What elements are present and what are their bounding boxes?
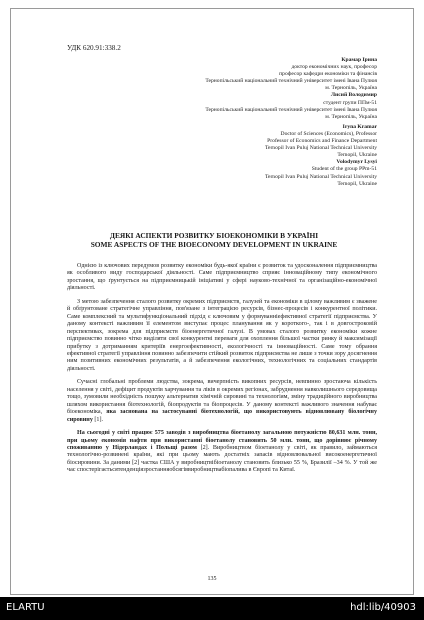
bold-text: На сьогодні у світі працює 575 заводів з виробництва біоетанолу загальною потужністю 80,631 млн. тонн, при цьому економія нафти при використанні біоетанолу становить 50 млн. тонн, що дорівнює річному споживанню у Нідерландах і Польщі разом bbox=[67, 430, 377, 451]
udc-code: УДК 620.91:338.2 bbox=[67, 44, 121, 52]
bold-text: яка заснована на застосуванні біотехнологій, що використовують відновлювану біологічну сировину bbox=[67, 409, 377, 423]
footer-repository-name: ELARTU bbox=[6, 602, 45, 613]
author-line: Ternopil Ivan Puluj National Technical University bbox=[264, 173, 377, 180]
paragraph: З метою забезпечення сталого розвитку окремих підприємств, галузей та економіки в цілому важливим є зважене й обґрунтоване стратегічне управління, пов'язане з інтеграцією ресурсів, бізнес-процесів і конкурентної політики. Саме комплексний та мультифункціональний підхід є ключовим у формуванніефективної стратегії підприємства. У даному контексті важливим її елементом виступає процес планування як у короткого-, так і в довгостроковій перспективах, зокрема для підприємств біоенергетичної галузі. В умовах сталого розвитку економіки кожне підприємство повинно чітко виділяти свої конкурентні переваги для охоплення більшої частки ринку й максимізації прибутку з дотриманням критеріїв енергоефективності, екологічності та інноваційності. Саме тому обрання ефективної стратегії управління повинно забезпечити стійкий розвиток підприємства не лише з точки зору досягнення ним позитивних економічних результатів, а й забезпечення екологічних, технологічних та соціальних стандартів діяльності. bbox=[67, 298, 377, 372]
paragraph bbox=[67, 379, 377, 424]
author-line: Ternopil, Ukraine bbox=[337, 180, 377, 187]
paragraph-text: [2]. Виробництвом біоетанолу у світі, як правило, займаються технологічно-розвинені країни, які при цьому мають достатніх запасів відновлювальної високоенергетичної біосировини. За даними [2] частка США у виробництвібіоетанолу становить близько 55 %, Бразилії –34 %. У той же час спостерігаєтьсятенденціязростанняобсягіввиробництвабіопалива в Європі та Китаї. bbox=[67, 444, 377, 474]
author-name: Volodymyr Lysyi bbox=[336, 159, 377, 166]
author-name: Iryna Kramar bbox=[342, 123, 377, 130]
author-line: Ternopil Ivan Puluj National Technical University bbox=[264, 145, 377, 152]
author-line: Professor of Economics and Finance Department bbox=[267, 138, 377, 145]
author-line: професор кафедри економіки та фінансів bbox=[279, 71, 377, 78]
author-line: Student of the group PPm-51 bbox=[311, 166, 377, 173]
paragraph-text: Сучасні глобальні проблеми людства, зокрема, вичерпність викопних ресурсів, невпинно зростаюча кількість населення у світі, дефіцит продуктів харчування та ліків в окремих регіонах, забруднення навколишнього середовища тощо, зумовили необхідність пошуку альтернатив хімічній сировині та технологіям, зміну традиційного виробництва шляхом використання біотехнологій, біопродуктів та біопроцесів. У даному контексті важливого значення набуває біоекономіка, bbox=[67, 379, 377, 416]
author-line: Тернопільський національний технічний університет імені Івана Пулюя bbox=[205, 78, 377, 85]
article-title bbox=[51, 231, 377, 249]
author-line: Ternopil, Ukraine bbox=[337, 152, 377, 159]
article-body bbox=[67, 263, 377, 481]
author-line: м. Тернопіль, Україна bbox=[325, 85, 377, 92]
author-name: Крамар Ірина bbox=[341, 57, 377, 63]
author-line: м. Тернопіль, Україна bbox=[325, 113, 377, 120]
paragraph bbox=[67, 430, 377, 475]
author-block bbox=[11, 57, 377, 188]
paragraph: Однією із ключових передумов розвитку економіки будь-якої країни є розвиток та удосконалення підприємництва як особливого виду господарської діяльності. Саме підприємництво сприяє інноваційному типу економічного зростання, що ґрунтується на підприємницькій ініціативі у сфері науково-технічної та організаційно-економічної діяльності. bbox=[67, 263, 377, 292]
author-line: Doctor of Sciences (Economics), Professor bbox=[280, 130, 377, 137]
author-line: доктор економічних наук, професор bbox=[291, 64, 377, 71]
footer-bar bbox=[0, 597, 424, 620]
title-ukrainian: ДЕЯКІ АСПЕКТИ РОЗВИТКУ БІОЕКОНОМІКИ В УКРАЇНІ bbox=[109, 231, 319, 240]
paragraph-text: [1]. bbox=[92, 416, 104, 423]
page-number: 135 bbox=[207, 576, 217, 582]
title-english: SOME ASPECTS OF THE BIOECONOMY DEVELOPMENT IN UKRAINE bbox=[90, 240, 338, 249]
author-name: Лисий Володимир bbox=[330, 92, 377, 99]
author-line: Тернопільський національний технічний університет імені Івана Пулюя bbox=[205, 106, 377, 113]
footer-handle[interactable]: hdl:lib/40903 bbox=[350, 602, 416, 613]
document-page bbox=[10, 8, 414, 595]
author-line: студент групи ППм-51 bbox=[323, 99, 377, 106]
